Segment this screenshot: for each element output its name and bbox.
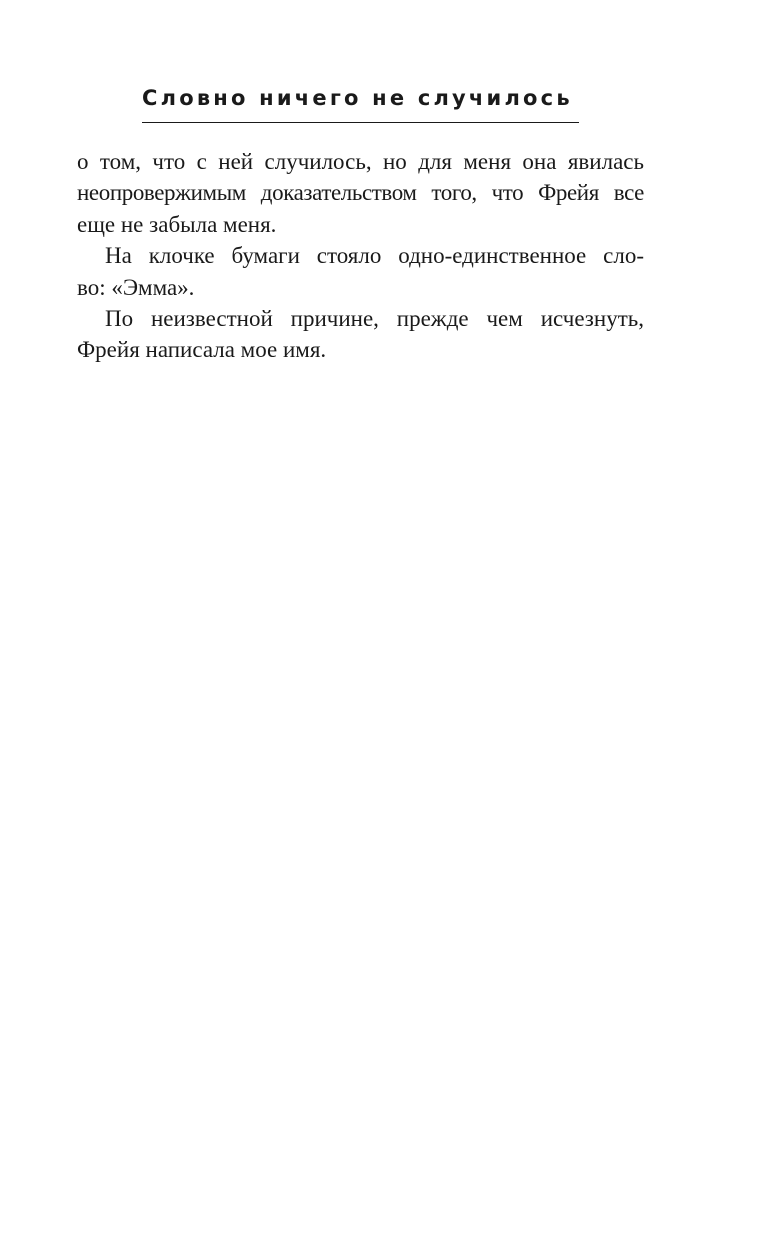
text-line: По неизвестной причине, прежде чем исчезнуть, xyxy=(105,305,644,331)
text-line: неопровержимым доказательством того, что Фрейя все xyxy=(77,180,644,206)
text-line: о том, что с ней случилось, но для меня она явилась xyxy=(77,149,644,174)
text-line: Фрейя написала мое имя. xyxy=(77,337,327,363)
text-line: На клочке бумаги стояло одно-единственное сло- xyxy=(105,243,644,269)
text-line: еще не забыла меня. xyxy=(77,211,277,237)
running-title: Словно ничего не случилось xyxy=(142,86,573,110)
running-head xyxy=(142,82,579,123)
body-text xyxy=(77,146,644,366)
text-line: во: «Эмма». xyxy=(77,274,195,300)
